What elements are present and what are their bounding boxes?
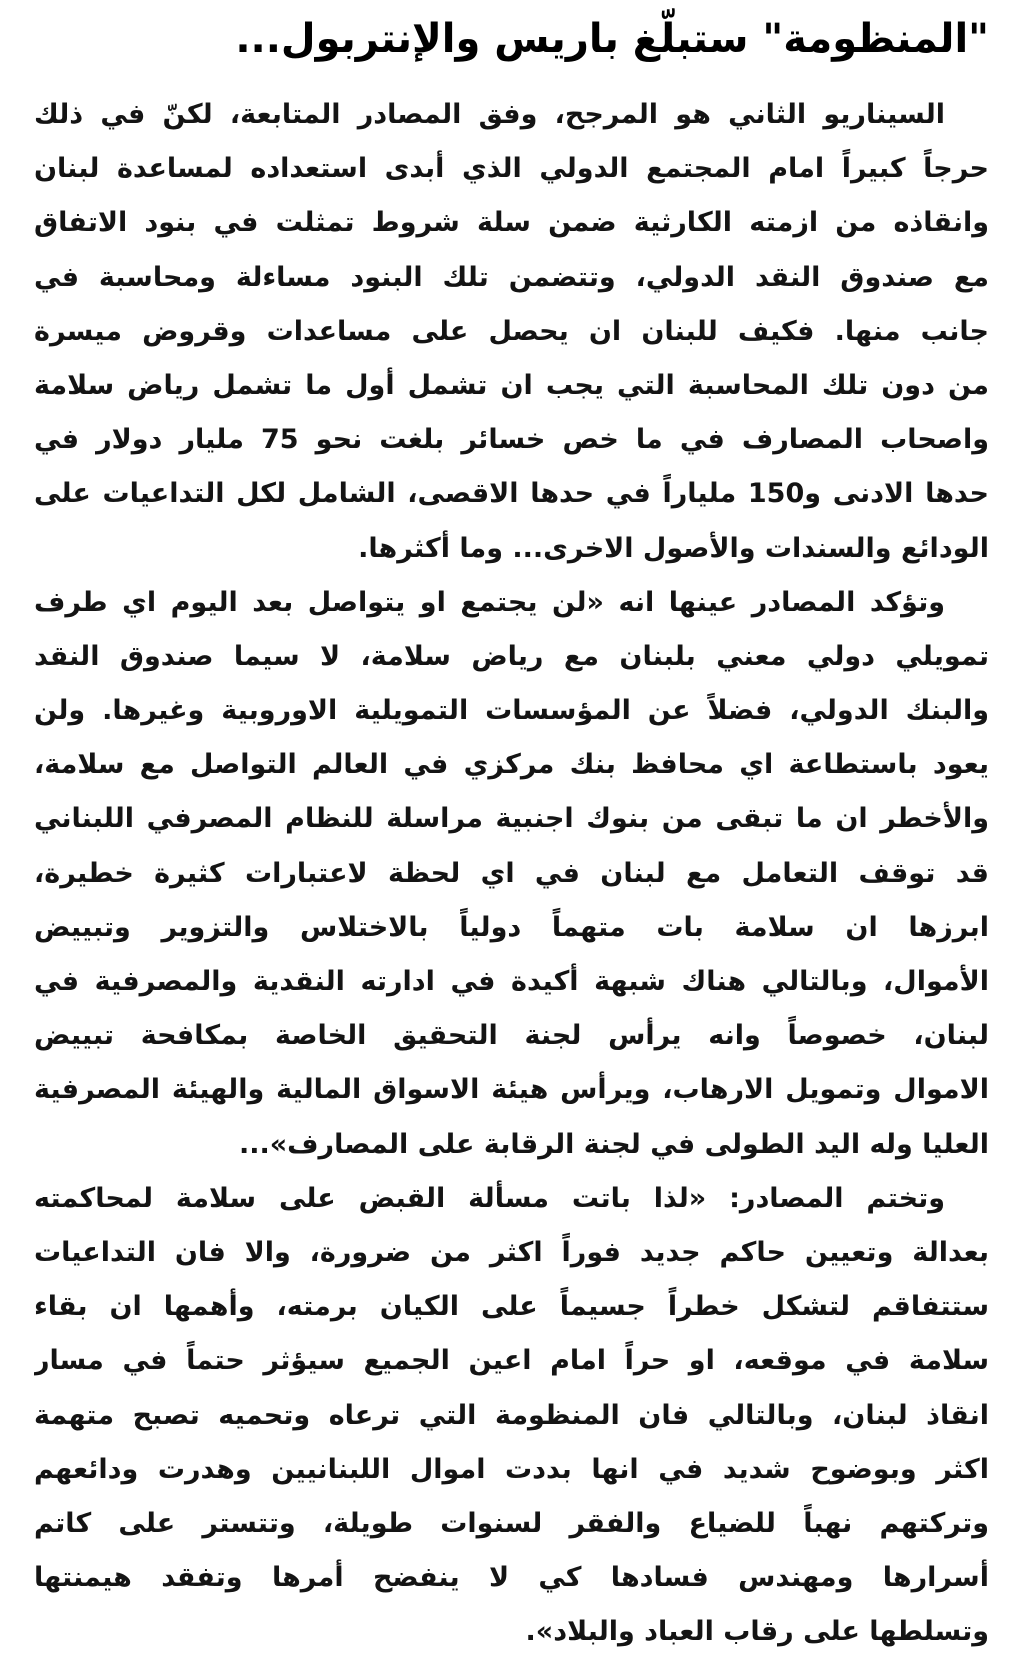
article-line: وتركتهم نهباً للضياع والفقر لسنوات طويلة، وتتستر على كاتم — [34, 1507, 989, 1539]
article-line: وتؤكد المصادر عينها انه «لن يجتمع او يتواصل بعد اليوم اي طرف — [34, 586, 945, 618]
article-line: العليا وله اليد الطولى في لجنة الرقابة على المصارف»... — [238, 1128, 989, 1160]
article-line: تمويلي دولي معني بلبنان مع رياض سلامة، لا سيما صندوق النقد — [34, 640, 989, 672]
article-line: والأخطر ان ما تبقى من بنوك اجنبية مراسلة للنظام المصرفي اللبناني — [34, 803, 989, 835]
article-line: اكثر وبوضوح شديد في انها بددت اموال اللبنانيين وهدرت ودائعهم — [34, 1453, 989, 1485]
article-line: حرجاً كبيراً امام المجتمع الدولي الذي أبدى استعداده لمساعدة لبنان — [34, 153, 989, 185]
article-line: السيناريو الثاني هو المرجح، وفق المصادر المتابعة، لكنّ في ذلك — [34, 99, 945, 130]
article-line: وتختم المصادر: «لذا باتت مسألة القبض على سلامة لمحاكمته — [34, 1182, 945, 1214]
article-line: وتسلطها على رقاب العباد والبلاد». — [525, 1616, 989, 1648]
article-line: يعود باستطاعة اي محافظ بنك مركزي في العالم التواصل مع سلامة، — [34, 749, 989, 781]
article-line: من دون تلك المحاسبة التي يجب ان تشمل أول ما تشمل رياض سلامة — [34, 369, 989, 401]
article-line: واصحاب المصارف في ما خص خسائر بلغت نحو 75 مليار دولار في — [34, 424, 989, 456]
article-line: مع صندوق النقد الدولي، وتتضمن تلك البنود مساءلة ومحاسبة في — [34, 261, 989, 293]
article-line: قد توقف التعامل مع لبنان في اي لحظة لاعتبارات كثيرة خطيرة، — [34, 857, 989, 889]
article-line: ستتفاقم لتشكل خطراً جسيماً على الكيان برمته، وأهمها ان بقاء — [34, 1291, 989, 1323]
article-line: أسرارها ومهندس فسادها كي لا ينفضح أمرها وتفقد هيمنتها — [34, 1562, 989, 1594]
article-line: الودائع والسندات والأصول الاخرى... وما أكثرها. — [358, 532, 989, 564]
article-line: بعدالة وتعيين حاكم جديد فوراً اكثر من ضرورة، والا فان التداعيات — [34, 1236, 989, 1268]
article-line: لبنان، خصوصاً وانه يرأس لجنة التحقيق الخاصة بمكافحة تبييض — [34, 1020, 989, 1052]
article-line: جانب منها. فكيف للبنان ان يحصل على مساعدات وقروض ميسرة — [34, 315, 989, 347]
article-line: والبنك الدولي، فضلاً عن المؤسسات التمويلية الاوروبية وغيرها. ولن — [34, 695, 989, 727]
article-body — [34, 88, 989, 1659]
article-line: الأموال، وبالتالي هناك شبهة أكيدة في ادارته النقدية والمصرفية في — [34, 966, 989, 997]
article-line: سلامة في موقعه، او حراً امام اعين الجميع سيؤثر حتماً في مسار — [34, 1345, 989, 1377]
article-line: وانقاذه من ازمته الكارثية ضمن سلة شروط تمثلت في بنود الاتفاق — [34, 207, 989, 239]
article-line: حدها الادنى و150 ملياراً في حدها الاقصى، الشامل لكل التداعيات على — [34, 478, 989, 510]
article-line: الاموال وتمويل الارهاب، ويرأس هيئة الاسواق المالية والهيئة المصرفية — [34, 1074, 989, 1106]
article — [34, 6, 989, 1646]
article-line: انقاذ لبنان، وبالتالي فان المنظومة التي ترعاه وتحميه تصبح متهمة — [34, 1399, 989, 1431]
article-line: ابرزها ان سلامة بات متهماً دولياً بالاختلاس والتزوير وتبييض — [34, 911, 989, 943]
article-headline: "المنظومة" ستبلّغ باريس والإنتربول... — [235, 16, 989, 62]
